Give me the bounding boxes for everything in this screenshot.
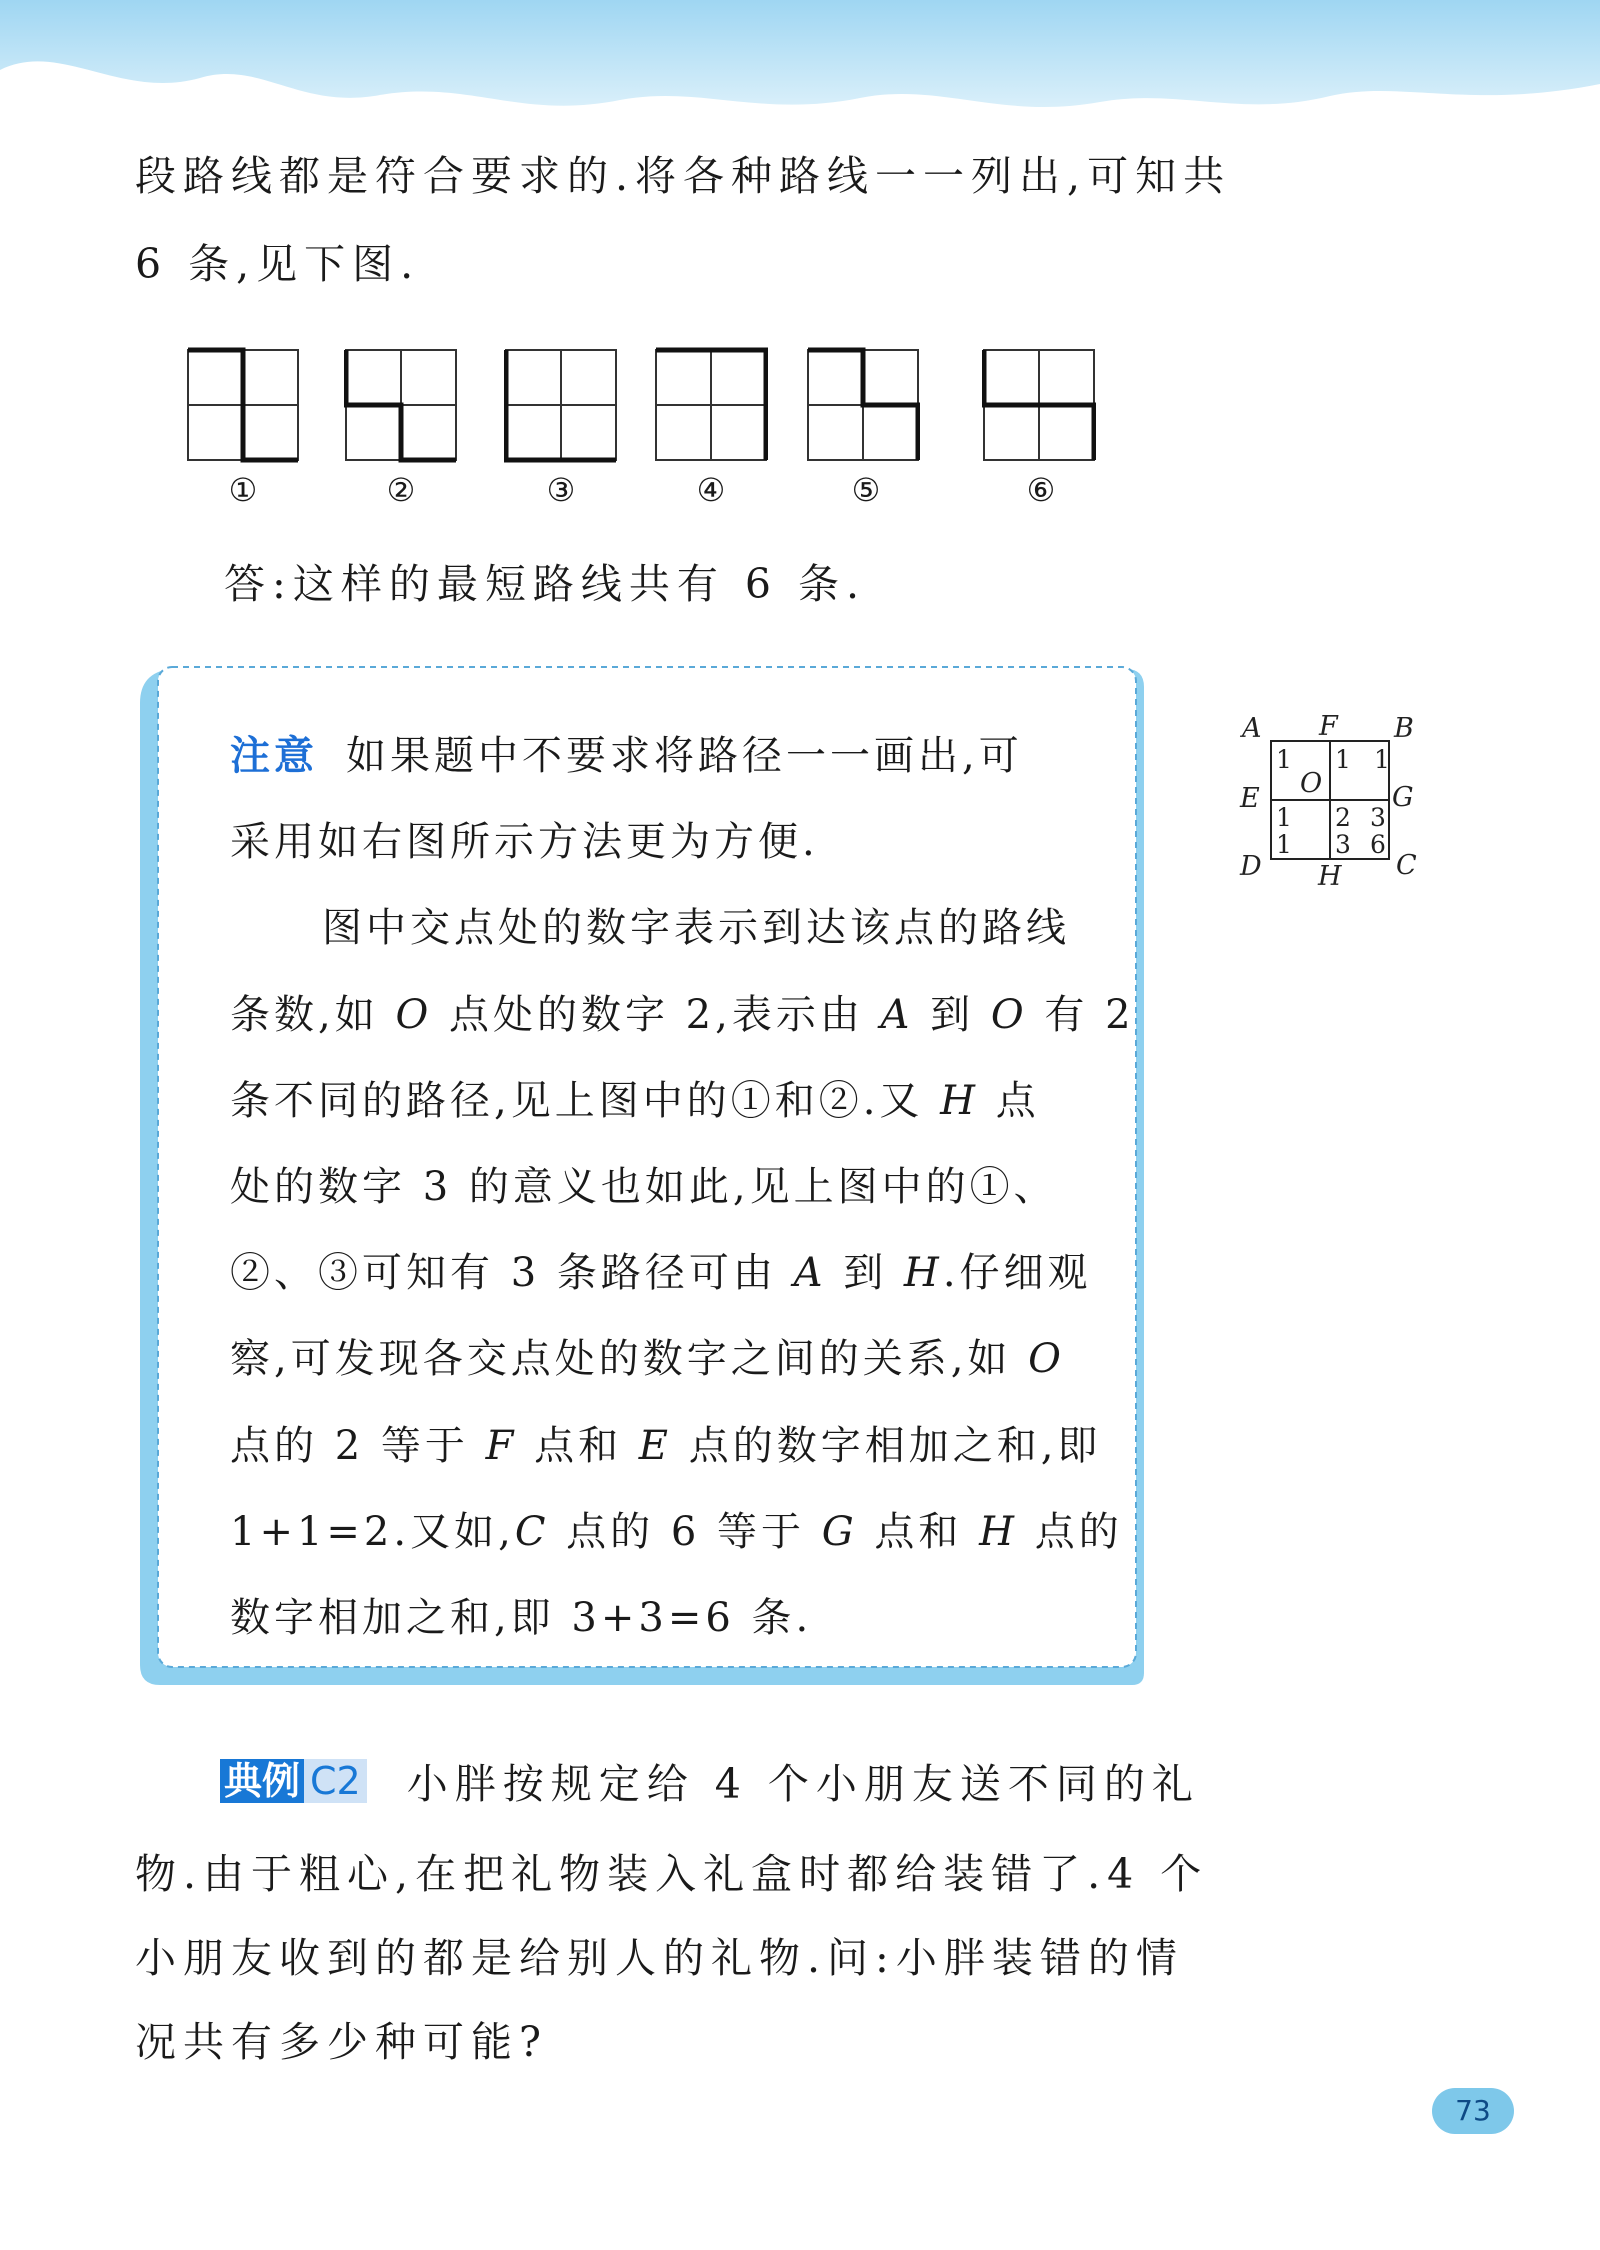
count-f-left: 1 xyxy=(1276,745,1292,774)
example-line-2: 物.由于粗心,在把礼物装入礼盒时都给装错了.4 个 xyxy=(135,1850,1209,1898)
point-label-h: H xyxy=(1318,861,1342,892)
count-b: 1 xyxy=(1374,745,1390,774)
example-tag: 典例 C2 xyxy=(220,1757,367,1805)
route-label-4: ④ xyxy=(696,471,726,509)
intro-line-1: 段路线都是符合要求的.将各种路线一一列出,可知共 xyxy=(135,152,1232,200)
route-diagram-6 xyxy=(982,346,1096,466)
route-diagram-3 xyxy=(504,346,618,466)
point-label-e: E xyxy=(1240,783,1260,814)
count-e-top: 1 xyxy=(1276,803,1292,832)
route-diagram-2 xyxy=(344,346,458,466)
count-o: 2 xyxy=(1335,803,1351,832)
route-diagram-1 xyxy=(186,346,300,466)
path-count-figure xyxy=(1230,705,1440,895)
route-diagram-4 xyxy=(654,346,768,466)
count-e-bottom: 1 xyxy=(1276,830,1292,859)
example-line-1: 典例 C2 小胖按规定给 4 个小朋友送不同的礼 xyxy=(220,1740,1200,1828)
note-label: 注意 xyxy=(230,733,318,779)
note-text: 注意 如果题中不要求将路径一一画出,可 采用如右图所示方法更为方便. 图中交点处的数字表示到达该点的路线 条数,如 O 点处的数字 2,表示由 A 到 O 有 2 条不同的路径,见上图中的①和②.又 H 点 处的数字 3 的意义也如此,见上图中的①、 ②、③可知有 3 条路径可由 A 到 H.仔细观 察,可发现各交点处的数字之间的关系,如 O 点的 2 等于 F 点和 E 点的数字相加之和,即 1+1=2.又如,C 点的 6 等于 G 点和 H 点的 数字相加之和,即 3+3=6 条. xyxy=(230,733,1135,1642)
example-line-3: 小朋友收到的都是给别人的礼物.问:小胖装错的情 xyxy=(135,1934,1184,1982)
page-number: 73 xyxy=(1432,2088,1514,2134)
count-f-right: 1 xyxy=(1335,745,1351,774)
route-label-1: ① xyxy=(228,471,258,509)
header-cloud-band xyxy=(0,0,1600,130)
route-label-6: ⑥ xyxy=(1026,471,1056,509)
point-label-c: C xyxy=(1396,850,1417,881)
example-line-4: 况共有多少种可能? xyxy=(135,2018,548,2066)
intro-line-2: 6 条,见下图. xyxy=(135,240,421,288)
count-c: 6 xyxy=(1370,830,1386,859)
point-label-g: G xyxy=(1392,782,1414,813)
point-label-o: O xyxy=(1300,768,1323,799)
point-label-a: A xyxy=(1242,713,1262,744)
route-label-5: ⑤ xyxy=(851,471,881,509)
point-label-b: B xyxy=(1394,713,1414,744)
point-label-d: D xyxy=(1240,851,1262,882)
route-label-2: ② xyxy=(386,471,416,509)
point-label-f: F xyxy=(1319,711,1338,742)
answer-line: 答:这样的最短路线共有 6 条. xyxy=(224,560,866,608)
count-h: 3 xyxy=(1335,830,1351,859)
route-diagram-5 xyxy=(806,346,920,466)
route-label-3: ③ xyxy=(546,471,576,509)
count-g: 3 xyxy=(1370,803,1386,832)
